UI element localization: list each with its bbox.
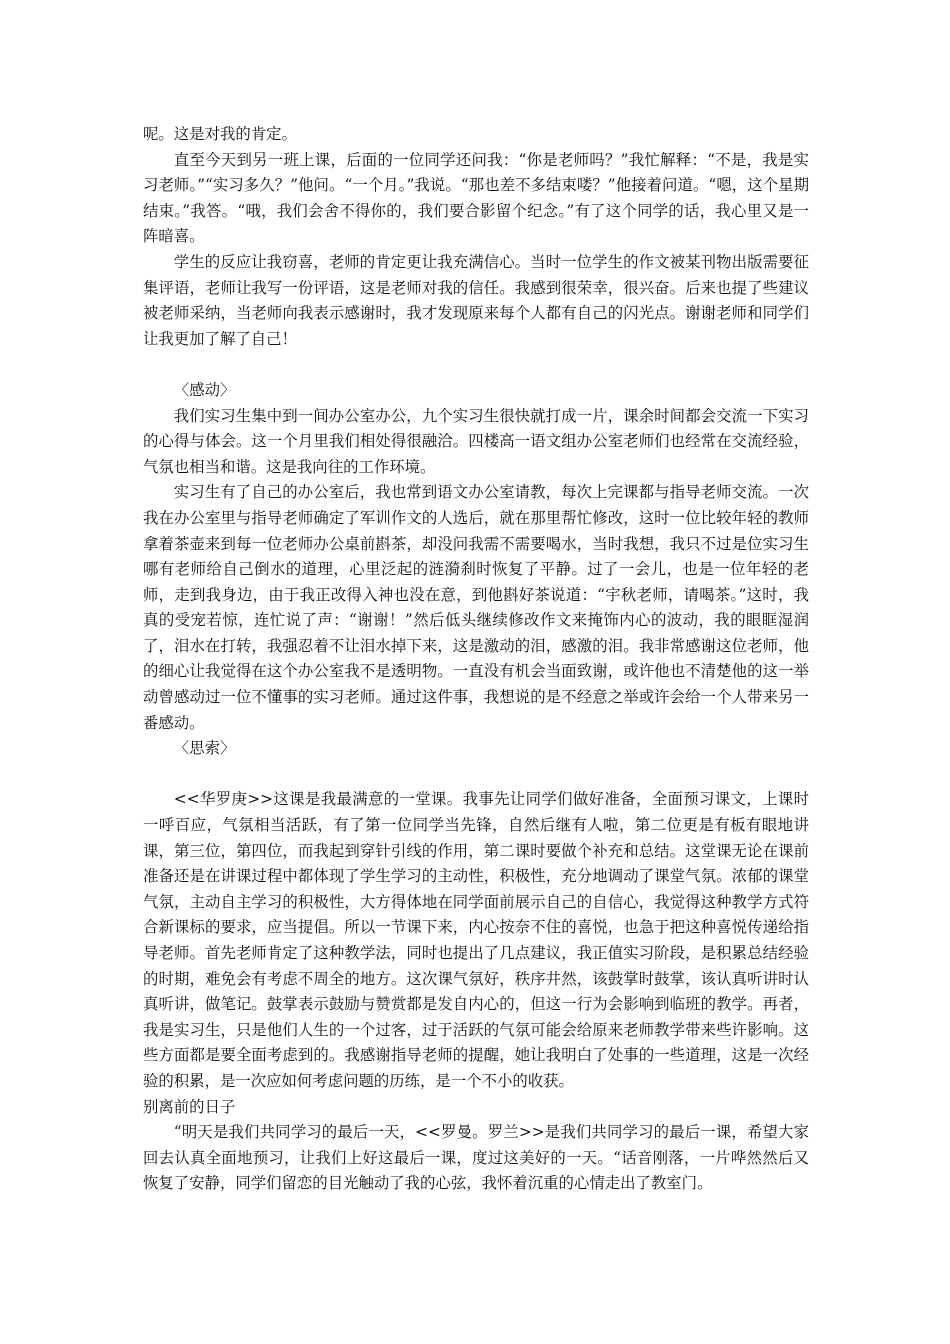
section-heading-sisuo: 〈思索〉 [173,739,236,758]
paragraph-confidence: 学生的反应让我窃喜，老师的肯定更让我充满信心。当时一位学生的作文被某刊物出版需要征集评语，老师让我写一份评语，这是老师对我的信任。我感到很荣幸，很兴奋。后来也提了些建议被老师采纳，当老师向我表示感谢时，我才发现原来每个人都有自己的闪光点。谢谢老师和同学们让我更加了解了自己！ [143,252,809,348]
paragraph-continuation: 呢。这是对我的肯定。 [143,125,297,143]
blank-line [143,352,809,378]
section-heading-bieli: 别离前的日子 [143,1097,236,1116]
document-page [143,122,809,1197]
paragraph-office: 我们实习生集中到一间办公室办公，九个实习生很快就打成一片，课余时间都会交流一下实习的心得与体会。这一个月里我们相处得很融洽。四楼高一语文组办公室老师们也经常在交流经验，气氛也相当和谐。这是我向往的工作环境。 [143,406,809,476]
section-heading-gandong: 〈感动〉 [173,380,236,399]
paragraph-last-lesson: “明天是我们共同学习的最后一天，<<罗曼。罗兰>>是我们共同学习的最后一课，希望大家回去认真全面地预习，让我们上好这最后一课，度过这美好的一天。“话音刚落，一片哗然然后又恢复了安静，同学们留恋的目光触动了我的心弦，我怀着沉重的心情走出了教室门。 [143,1123,809,1193]
paragraph-tea: 实习生有了自己的办公室后，我也常到语文办公室请教，每次上完课都与指导老师交流。一次我在办公室里与指导老师确定了军训作文的人选后，就在那里帮忙修改，这时一位比较年轻的教师拿着茶壶来到每一位老师办公桌前斟茶，却没问我需不需要喝水，当时我想，我只不过是位实习生哪有老师给自己倒水的道理，心里泛起的涟漪刹时恢复了平静。过了一会儿，也是一位年轻的老师，走到我身边，由于我正改得入神也没在意，到他斟好茶说道：“宇秋老师，请喝茶。”这时，我真的受宠若惊，连忙说了声：“谢谢！”然后低头继续修改作文来掩饰内心的波动，我的眼眶湿润了，泪水在打转，我强忍着不让泪水掉下来，这是激动的泪，感激的泪。我非常感谢这位老师，他的细心让我觉得在这个办公室我不是透明物。一直没有机会当面致谢，或许他也不清楚他的这一举动曾感动过一位不懂事的实习老师。通过这件事，我想说的是不经意之举或许会给一个人带来另一番感动。 [143,483,809,732]
paragraph-lesson: <<华罗庚>>这课是我最满意的一堂课。我事先让同学们做好准备，全面预习课文，上课时一呼百应，气氛相当活跃，有了第一位同学当先锋，自然后继有人啦，第二位更是有板有眼地讲课，第三位，第四位，而我起到穿针引线的作用，第二课时要做个补充和总结。这堂课无论在课前准备还是在讲课过程中都体现了学生学习的主动性，积极性，充分地调动了课堂气氛。浓郁的课堂气氛，主动自主学习的积极性，大方得体地在同学面前展示自己的自信心，我觉得这种教学方式符合新课标的要求，应当提倡。所以一节课下来，内心按奈不住的喜悦，也急于把这种喜悦传递给指导老师。首先老师肯定了这种教学法，同时也提出了几点建议，我正值实习阶段，是积累总结经验的时期，难免会有考虑不周全的地方。这次课气氛好，秩序井然，该鼓掌时鼓掌，该认真听讲时认真听讲，做笔记。鼓掌表示鼓励与赞赏都是发自内心的，但这一行为会影响到临班的教学。再者，我是实习生，只是他们人生的一个过客，过于活跃的气氛可能会给原来老师教学带来些许影响。这些方面都是要全面考虑到的。我感谢指导老师的提醒，她让我明白了处事的一些道理，这是一次经验的积累，是一次应如何考虑问题的历练，是一个不小的收获。 [143,790,809,1090]
blank-line [143,762,809,788]
paragraph-dialogue: 直至今天到另一班上课，后面的一位同学还问我：“你是老师吗？”我忙解释：“不是，我是实习老师。”“实习多久？”他问。“一个月。”我说。“那也差不多结束喽？”他接着问道。“嗯，这个星期结束。”我答。“哦，我们会舍不得你的，我们要合影留个纪念。”有了这个同学的话，我心里又是一阵暗喜。 [143,150,809,246]
